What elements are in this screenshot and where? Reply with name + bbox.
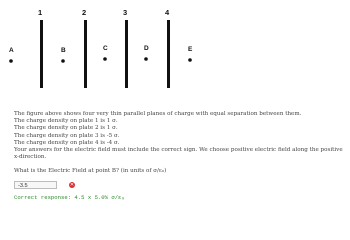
plate-1: [40, 20, 43, 88]
charged-plates-figure: [0, 0, 350, 100]
question-text: What is the Electric Field at point B? (in units of σ/ε₀): [14, 168, 167, 174]
plate-3: [125, 20, 128, 88]
description-sign-note: Your answers for the electric field must include the correct sign. We choose positive electric field along the positive x-direction.: [14, 147, 343, 161]
answer-row: [14, 180, 75, 190]
description-plate-1: The charge density on plate 1 is 1 σ.: [14, 118, 118, 125]
description-plate-3: The charge density on plate 3 is -5 σ.: [14, 132, 120, 139]
point-c: [103, 57, 107, 61]
description-intro: The figure above shows four very thin parallel planes of charge with equal separation between them.: [14, 111, 302, 117]
problem-description: [14, 111, 344, 161]
point-label-b: B: [61, 47, 66, 54]
plate-number-1: 1: [38, 8, 43, 17]
correct-response: Correct response: 4.5 x 5.0% σ/ε₀: [14, 194, 125, 201]
point-label-d: D: [144, 45, 149, 52]
point-d: [144, 57, 148, 61]
plate-number-3: 3: [123, 8, 128, 17]
plate-4: [167, 20, 170, 88]
plate-number-2: 2: [82, 8, 87, 17]
point-b: [61, 59, 65, 63]
point-label-a: A: [9, 47, 14, 54]
point-e: [188, 58, 192, 62]
point-a: [9, 59, 13, 63]
description-plate-2: The charge density on plate 2 is 1 σ.: [14, 125, 118, 132]
plate-number-4: 4: [165, 8, 170, 17]
description-plate-4: The charge density on plate 4 is -4 σ.: [14, 139, 120, 146]
point-label-e: E: [188, 46, 193, 53]
answer-input[interactable]: -3.5: [14, 181, 57, 189]
point-label-c: C: [103, 45, 108, 52]
x-icon: ✕: [69, 182, 75, 188]
plate-2: [84, 20, 87, 88]
